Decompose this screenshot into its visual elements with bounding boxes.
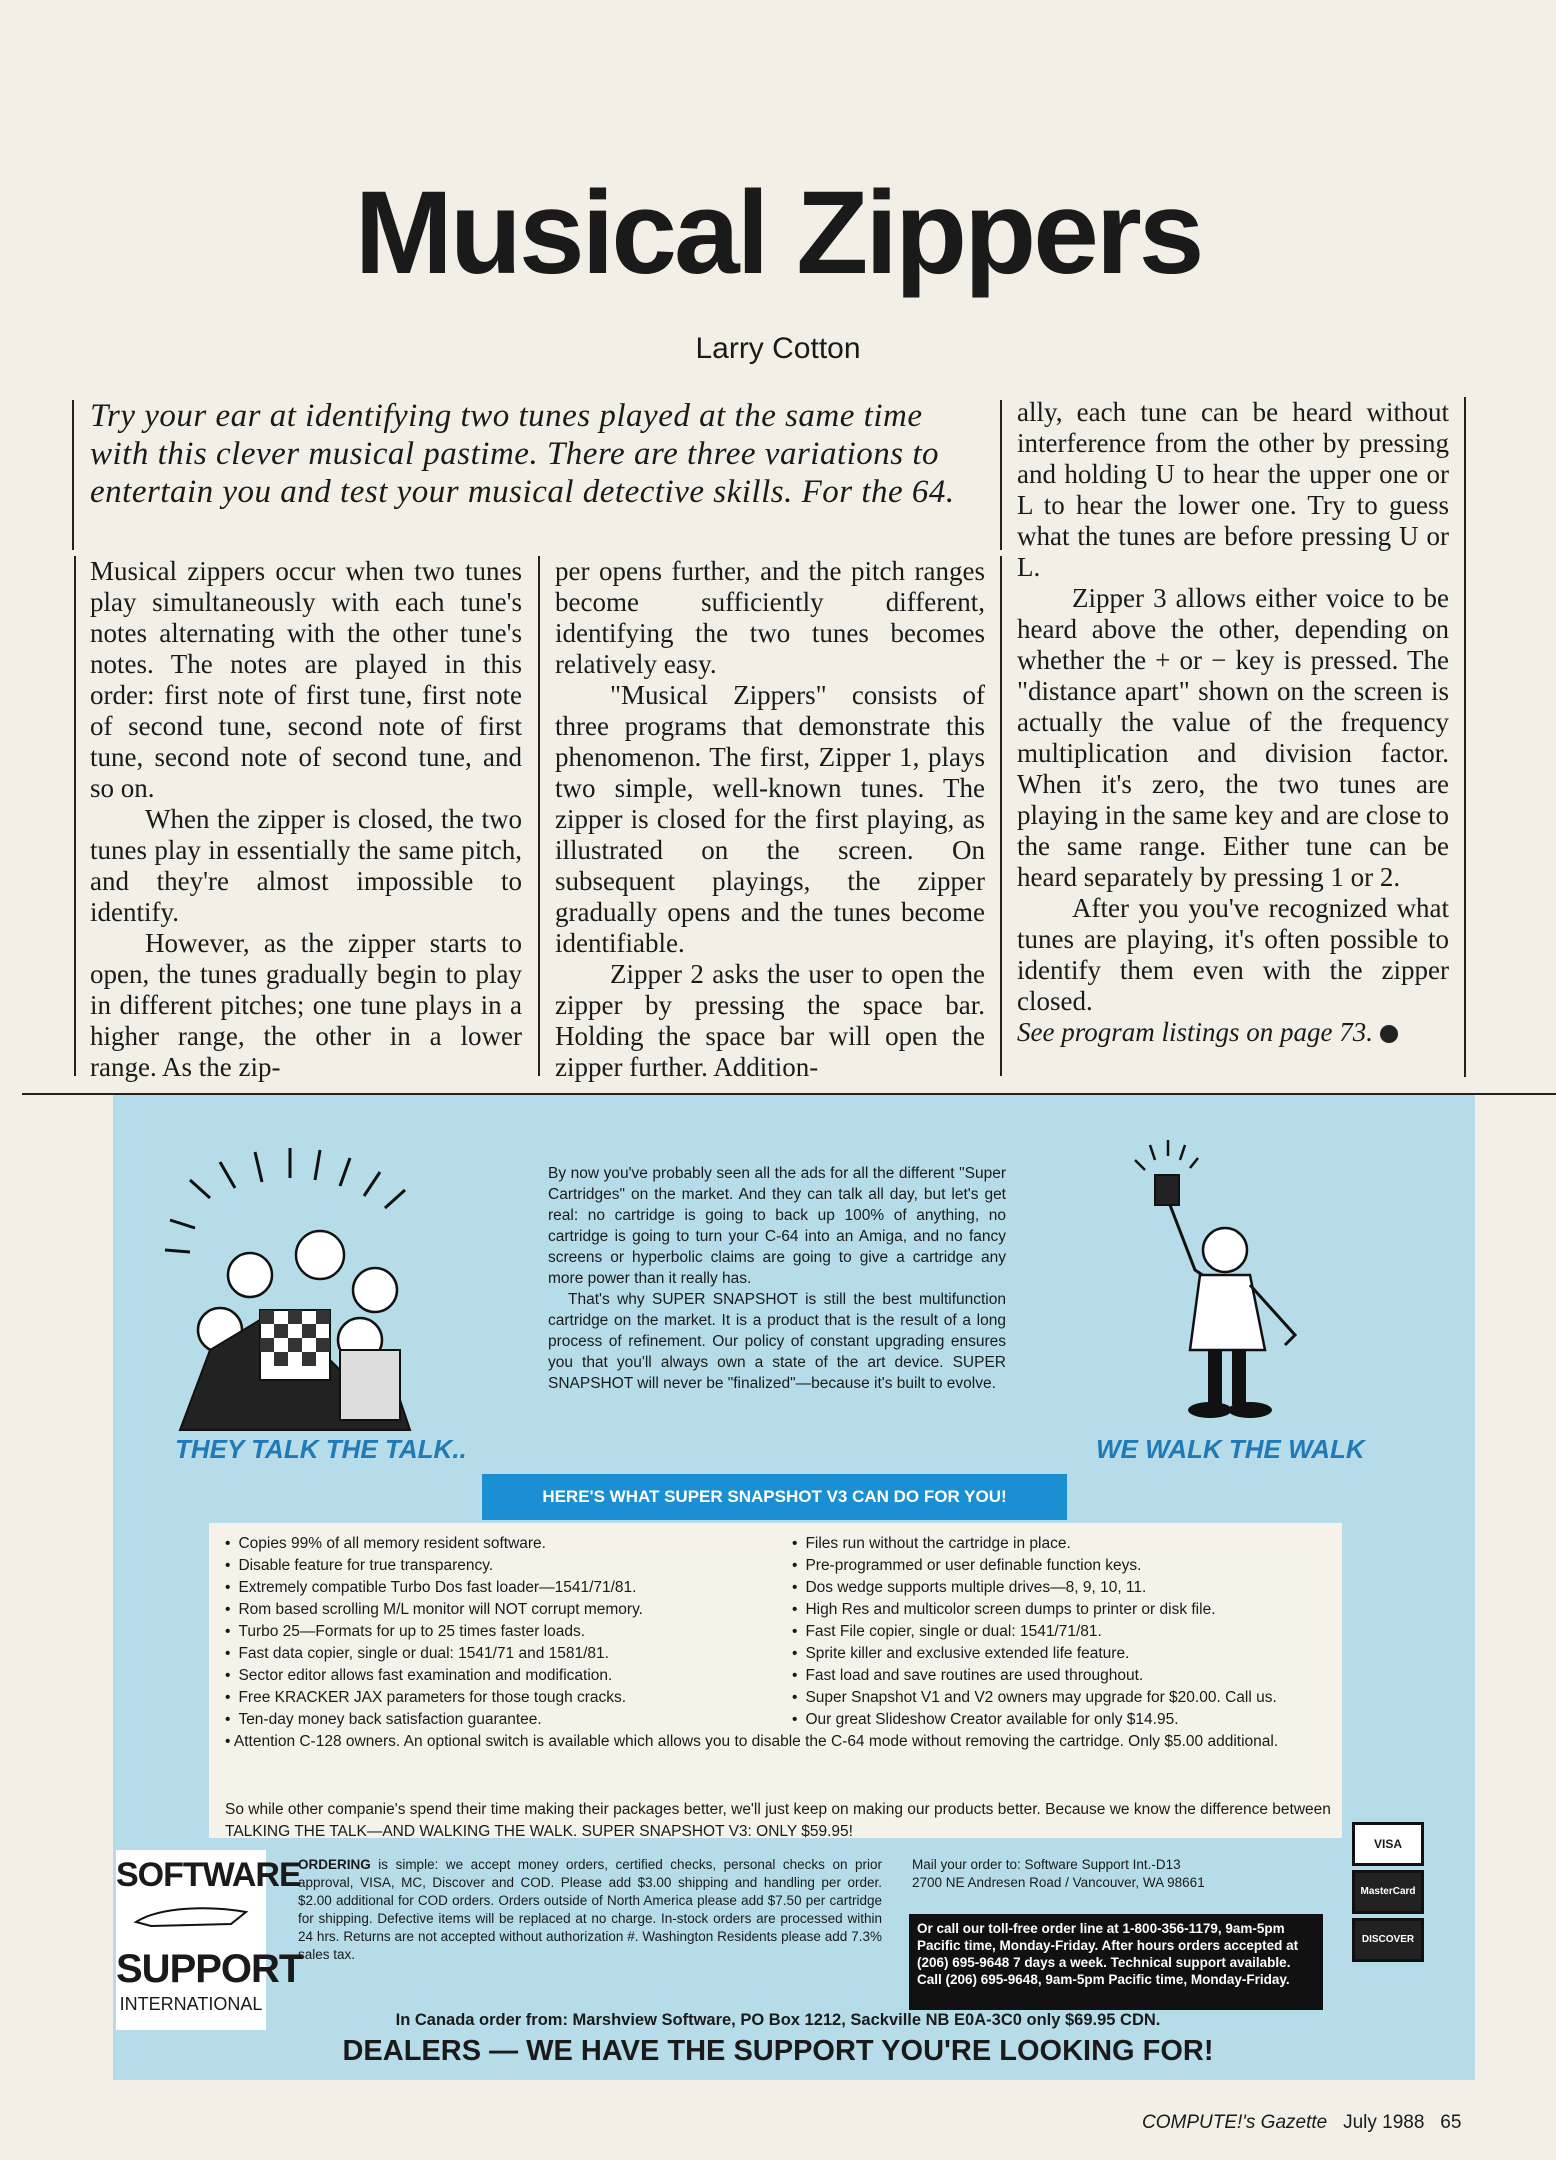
listing-reference: See program listings on page 73.: [1017, 1017, 1449, 1048]
walking-man-illustration: [1110, 1120, 1330, 1430]
deck-rule-right: [1000, 400, 1002, 550]
list-item: • Copies 99% of all memory resident software.: [225, 1533, 785, 1555]
list-item: • Super Snapshot V1 and V2 owners may upgrade for $20.00. Call us.: [792, 1687, 1352, 1709]
column-rule-2: [1000, 556, 1002, 1076]
paragraph: However, as the zipper starts to open, the tunes gradually begin to play in different pitches; one tune plays in a higher range, the other in a lower range. As the zip-: [90, 928, 522, 1082]
column-rule-1: [538, 556, 540, 1076]
list-item: • Fast load and save routines are used throughout.: [792, 1665, 1352, 1687]
paragraph: By now you've probably seen all the ads for all the different "Super Cartridges" on the market. And they can talk all day, but let's get real: no cartridge is going to back up 100% of anything, no cartridge is going to turn your C-64 into an Amiga, and no fancy screens or hyperbolic claims are going to give a cartridge any more power than it really has.: [548, 1165, 1006, 1287]
c128-attention-note: • Attention C-128 owners. An optional switch is available which allows you to disable the C-64 mode without removing the cartridge. Only $5.00 additional.: [225, 1733, 1279, 1750]
software-support-logo: [116, 1850, 303, 2030]
paragraph: ally, each tune can be heard without interference from the other by pressing and holding U to hear the upper one or L to hear the lower one. Try to guess what the tunes are before pressing U or L.: [1017, 397, 1449, 582]
talking-crowd-illustration: [150, 1140, 460, 1440]
feature-list-left: [225, 1533, 785, 1731]
paragraph: That's why SUPER SNAPSHOT is still the best multifunction cartridge on the market. It is a product that is the result of a long process of refinement. Our policy of constant upgrading ensures you that you'll always own a state of the art device. SUPER SNAPSHOT will never be "finalized"—because it's built to evolve.: [548, 1291, 1006, 1392]
mail-address: Mail your order to: Software Support Int.-D13 2700 NE Andresen Road / Vancouver, WA 98661: [912, 1857, 1205, 1890]
mastercard-icon: MasterCard: [1352, 1870, 1424, 1914]
ordering-info: ORDERING is simple: we accept money orders, certified checks, personal checks on prior approval, VISA, MC, Discover and COD. Please add $3.00 shipping and handling per order. $2.00 additional for COD orders. Orders outside of North America please add $7.50 per cartridge for shipping. Defective items will be replaced at no charge. In-stock orders are processed within 24 hrs. Returns are not accepted without authorization #. Washington Residents please add 7.3% sales tax.: [298, 1857, 882, 1962]
discover-card-icon: DISCOVER: [1352, 1918, 1424, 1962]
issue-date: July 1988: [1343, 2112, 1425, 2133]
list-item: • Dos wedge supports multiple drives—8, 9, 10, 11.: [792, 1577, 1352, 1599]
list-item: • High Res and multicolor screen dumps to printer or disk file.: [792, 1599, 1352, 1621]
caption-talk: THEY TALK THE TALK..: [175, 1434, 467, 1464]
list-item: • Fast data copier, single or dual: 1541/71 and 1581/81.: [225, 1643, 785, 1665]
list-item: • Extremely compatible Turbo Dos fast loader—1541/71/81.: [225, 1577, 785, 1599]
visa-card-icon: VISA: [1352, 1822, 1424, 1866]
list-item: • Fast File copier, single or dual: 1541/71/81.: [792, 1621, 1352, 1643]
author-byline: Larry Cotton: [695, 332, 861, 365]
canada-ordering: In Canada order from: Marshview Software, PO Box 1212, Sackville NB E0A-3C0 only $69.95 CDN.: [395, 2011, 1161, 2029]
paragraph: Zipper 2 asks the user to open the zipper by pressing the space bar. Holding the space bar will open the zipper further. Addition-: [555, 959, 985, 1082]
list-item: • Sector editor allows fast examination and modification.: [225, 1665, 785, 1687]
dealers-headline: DEALERS — WE HAVE THE SUPPORT YOU'RE LOOKING FOR!: [342, 2035, 1214, 2067]
publication-name: COMPUTE!'s Gazette: [1142, 2112, 1328, 2133]
paragraph: After you you've recognized what tunes are playing, it's often possible to identify them even with the zipper closed.: [1017, 893, 1449, 1016]
list-item: • Our great Slideshow Creator available for only $14.95.: [792, 1709, 1352, 1731]
end-mark-icon: [1380, 1025, 1398, 1043]
feature-banner: HERE'S WHAT SUPER SNAPSHOT V3 CAN DO FOR YOU!: [482, 1474, 1067, 1520]
logo-software: SOFTWARE: [116, 1856, 301, 1894]
article-column-3: [1017, 397, 1449, 1048]
article-deck: Try your ear at identifying two tunes played at the same time with this clever musical pastime. There are three variations to entertain you and test your musical detective skills. For the 64.: [90, 398, 955, 510]
paragraph: Zipper 3 allows either voice to be heard above the other, depending on whether the + or − key is pressed. The "distance apart" shown on the screen is actually the value of the frequency multiplication and division factor. When it's zero, the two tunes are playing in the same key and are close to the same range. Either tune can be heard separately by pressing 1 or 2.: [1017, 583, 1449, 892]
ad-intro-text: [548, 1163, 1006, 1394]
list-item: • Turbo 25—Formats for up to 25 times faster loads.: [225, 1621, 785, 1643]
paragraph: per opens further, and the pitch ranges become sufficiently different, identifying the two tunes becomes relatively easy.: [555, 556, 985, 679]
article-column-2: [555, 556, 985, 1083]
list-item: • Free KRACKER JAX parameters for those tough cracks.: [225, 1687, 785, 1709]
logo-international: INTERNATIONAL: [119, 1994, 263, 2014]
page-number: 65: [1440, 2112, 1462, 2133]
list-item: • Rom based scrolling M/L monitor will NOT corrupt memory.: [225, 1599, 785, 1621]
feature-list-right: [792, 1533, 1352, 1731]
page-footer: [1142, 2112, 1461, 2134]
deck-rule-left: [72, 400, 74, 550]
column-rule-left: [74, 556, 76, 1076]
article-column-1: [90, 556, 522, 1083]
paragraph: "Musical Zippers" consists of three programs that demonstrate this phenomenon. The first, Zipper 1, plays two simple, well-known tunes. The zipper is closed for the first playing, as illustrated on the screen. On subsequent playings, the zipper gradually opens and the tunes become identifiable.: [555, 680, 985, 958]
hand-icon: [131, 1902, 251, 1928]
phone-order-box: Or call our toll-free order line at 1-800-356-1179, 9am-5pm Pacific time, Monday-Friday. After hours orders accepted at (206) 695-9648 7 days a week. Technical support available. Call (206) 695-9648, 9am-5pm Pacific time, Monday-Friday.: [909, 1914, 1323, 2010]
closing-pitch: So while other companie's spend their time making their packages better, we'll just keep on making our products better. Because we know the difference between TALKING THE TALK—AND WALKING THE WALK. SUPER SNAPSHOT V3: ONLY $59.95!: [225, 1801, 1331, 1840]
paragraph: When the zipper is closed, the two tunes play in essentially the same pitch, and they're almost impossible to identify.: [90, 804, 522, 927]
caption-walk: WE WALK THE WALK: [1096, 1434, 1365, 1464]
list-item: • Files run without the cartridge in place.: [792, 1533, 1352, 1555]
list-item: • Pre-programmed or user definable function keys.: [792, 1555, 1352, 1577]
column-rule-right: [1464, 397, 1466, 1077]
list-item: • Ten-day money back satisfaction guarantee.: [225, 1709, 785, 1731]
list-item: • Sprite killer and exclusive extended life feature.: [792, 1643, 1352, 1665]
article-title: Musical Zippers: [354, 167, 1202, 299]
paragraph: Musical zippers occur when two tunes play simultaneously with each tune's notes alternating with the other tune's notes. The notes are played in this order: first note of first tune, first note of second tune, second note of first tune, second note of second tune, and so on.: [90, 556, 522, 803]
list-item: • Disable feature for true transparency.: [225, 1555, 785, 1577]
logo-support: SUPPORT: [116, 1947, 303, 1991]
